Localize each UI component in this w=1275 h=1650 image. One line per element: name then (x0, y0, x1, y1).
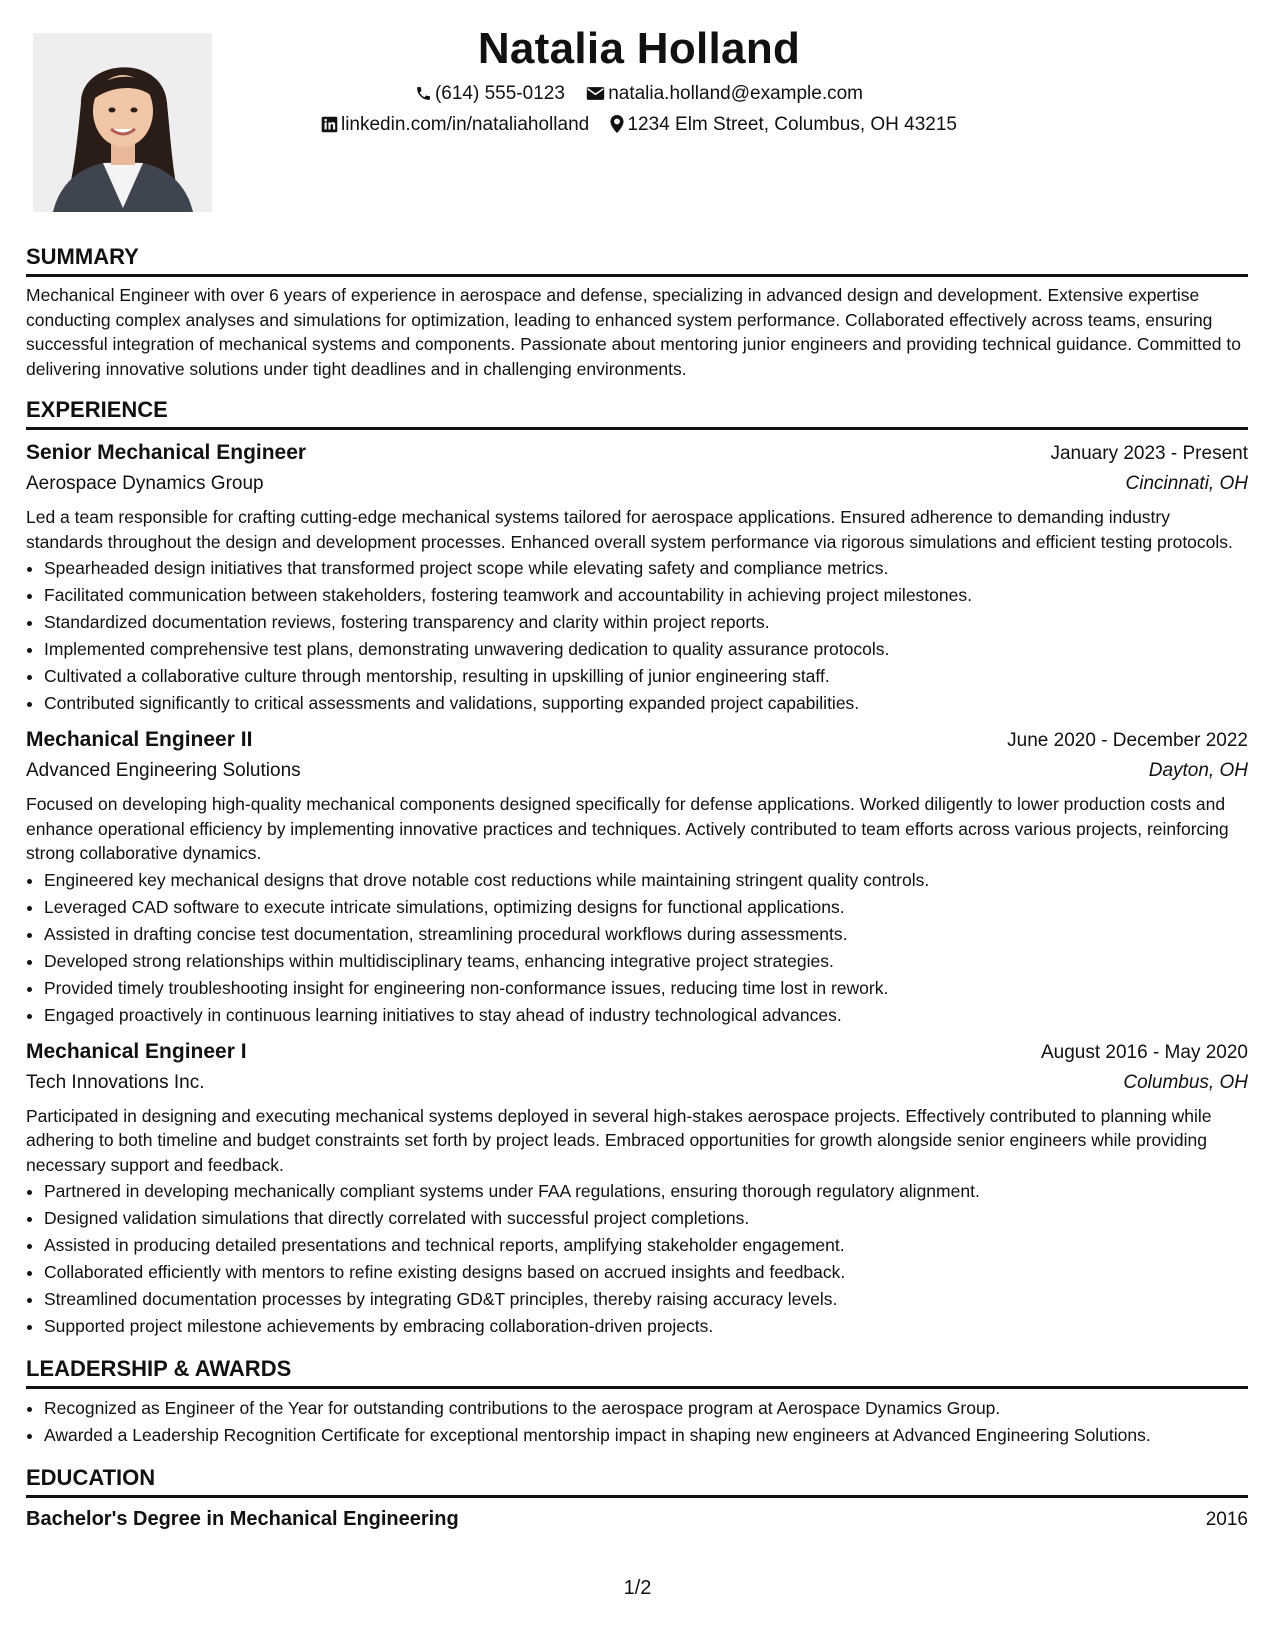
bullet-item: • Developed strong relationships within multidisciplinary teams, enhancing integrative project strategies. (44, 948, 1248, 975)
bullet-item: • Standardized documentation reviews, fostering transparency and clarity within project reports. (44, 609, 1248, 636)
phone-text: (614) 555-0123 (434, 83, 565, 104)
bullet-item: • Contributed significantly to critical assessments and validations, supporting expanded project capabilities. (44, 690, 1248, 717)
company-name: Aerospace Dynamics Group (26, 473, 264, 494)
job-bullets (26, 555, 1248, 717)
envelope-icon (586, 85, 605, 102)
bullet-item: • Cultivated a collaborative culture through mentorship, resulting in upskilling of junior engineering staff. (44, 663, 1248, 690)
job-entry (26, 438, 1248, 717)
section-title-education: EDUCATION (26, 1463, 1248, 1498)
job-entry (26, 725, 1248, 1029)
map-pin-icon (610, 115, 624, 133)
bullet-item: • Engineered key mechanical designs that drove notable cost reductions while maintaining stringent quality controls. (44, 867, 1248, 894)
bullet-item: • Facilitated communication between stakeholders, fostering teamwork and accountability in achieving project milestones. (44, 582, 1248, 609)
job-title: Senior Mechanical Engineer (26, 441, 307, 464)
bullet-item: • Assisted in drafting concise test documentation, streamlining procedural workflows during assessments. (44, 921, 1248, 948)
company-name: Tech Innovations Inc. (26, 1071, 205, 1093)
bullet-item: • Implemented comprehensive test plans, demonstrating unwavering dedication to quality assurance protocols. (44, 636, 1248, 663)
degree-name: Bachelor's Degree in Mechanical Engineering (26, 1508, 459, 1530)
page-number: 1/2 (623, 1577, 652, 1599)
education-section (26, 1463, 1248, 1535)
email-text[interactable]: natalia.holland@example.com (608, 83, 864, 104)
summary-section (26, 242, 1248, 381)
bullet-item: • Collaborated efficiently with mentors to refine existing designs based on accrued insights and feedback. (44, 1259, 1248, 1286)
address-text: 1234 Elm Street, Columbus, OH 43215 (627, 114, 957, 135)
job-title: Mechanical Engineer II (26, 728, 253, 751)
address-contact (610, 109, 957, 140)
bullet-item: • Recognized as Engineer of the Year for outstanding contributions to the aerospace program at Aerospace Dynamics Group. (44, 1395, 1248, 1422)
experience-section (26, 395, 1248, 1340)
job-dates: January 2023 - Present (1050, 443, 1248, 464)
leadership-section (26, 1354, 1248, 1449)
job-dates: June 2020 - December 2022 (1007, 730, 1248, 751)
job-description: Focused on developing high-quality mechanical components designed specifically for defense applications. Worked diligently to lower production costs and enhance operational efficiency by implementing innovative practices and techniques. Actively contributed to team efforts across various projects, reinforcing strong collaborative dynamics. (26, 794, 1229, 863)
bullet-item: • Supported project milestone achievements by embracing collaboration-driven projects. (44, 1313, 1248, 1340)
job-bullets (26, 1178, 1248, 1340)
bullet-item: • Designed validation simulations that directly correlated with successful project completions. (44, 1205, 1248, 1232)
bullet-item: • Streamlined documentation processes by integrating GD&T principles, thereby raising accuracy levels. (44, 1286, 1248, 1313)
job-entry (26, 1037, 1248, 1341)
job-title: Mechanical Engineer I (26, 1039, 247, 1063)
bullet-item: • Partnered in developing mechanically compliant systems under FAA regulations, ensuring thorough regulatory alignment. (44, 1178, 1248, 1205)
bullet-item: • Engaged proactively in continuous learning initiatives to stay ahead of industry technological advances. (44, 1002, 1248, 1029)
contact-line-2 (212, 109, 1066, 140)
bullet-item: • Leveraged CAD software to execute intricate simulations, optimizing designs for functional applications. (44, 894, 1248, 921)
award-bullets (26, 1395, 1248, 1449)
section-title-leadership: LEADERSHIP & AWARDS (26, 1354, 1248, 1389)
company-name: Advanced Engineering Solutions (26, 760, 301, 781)
resume-header (212, 20, 1066, 140)
phone-icon (415, 85, 432, 102)
summary-text: Mechanical Engineer with over 6 years of experience in aerospace and defense, specializing in advanced design and development. Extensive expertise conducting complex analyses and simulations for optimization, leading to enhanced system performance. Collaborated effectively across teams, ensuring successful integration of mechanical systems and components. Passionate about mentoring junior engineers and providing technical guidance. Committed to delivering innovative solutions under tight deadlines and in challenging environments. (26, 285, 1241, 379)
bullet-item: • Provided timely troubleshooting insight for engineering non-conformance issues, reducing time lost in rework. (44, 975, 1248, 1002)
linkedin-contact[interactable] (321, 109, 589, 140)
job-dates: August 2016 - May 2020 (1040, 1041, 1248, 1063)
resume-content (26, 242, 1248, 1535)
job-location: Cincinnati, OH (1125, 473, 1248, 494)
bullet-item: • Awarded a Leadership Recognition Certificate for exceptional mentorship impact in shaping new engineers at Advanced Engineering Solutions. (44, 1422, 1248, 1449)
job-location: Dayton, OH (1148, 760, 1248, 781)
email-contact[interactable] (586, 78, 863, 109)
graduation-year: 2016 (1205, 1509, 1248, 1530)
linkedin-icon (321, 116, 338, 133)
phone-contact (415, 78, 565, 109)
bullet-item: • Assisted in producing detailed presentations and technical reports, amplifying stakeholder engagement. (44, 1232, 1248, 1259)
job-bullets (26, 867, 1248, 1029)
bullet-item: • Spearheaded design initiatives that transformed project scope while elevating safety and compliance metrics. (44, 555, 1248, 582)
job-location: Columbus, OH (1123, 1071, 1248, 1093)
section-title-summary: SUMMARY (26, 242, 1248, 277)
profile-photo (33, 33, 212, 212)
contact-line-1 (212, 78, 1066, 109)
job-description: Led a team responsible for crafting cutting-edge mechanical systems tailored for aerospace applications. Ensured adherence to demanding industry standards throughout the design and development processes. Enhanced overall system performance via rigorous simulations and efficient testing protocols. (26, 507, 1233, 552)
section-title-experience: EXPERIENCE (26, 395, 1248, 430)
candidate-name: Natalia Holland (477, 24, 801, 73)
linkedin-text[interactable]: linkedin.com/in/nataliaholland (340, 114, 590, 135)
job-description: Participated in designing and executing mechanical systems deployed in several high-stakes aerospace projects. Effectively contributed to planning while adhering to both timeline and budget constraints set forth by project leads. Embraced opportunities for growth alongside senior engineers while providing necessary support and feedback. (26, 1105, 1212, 1175)
